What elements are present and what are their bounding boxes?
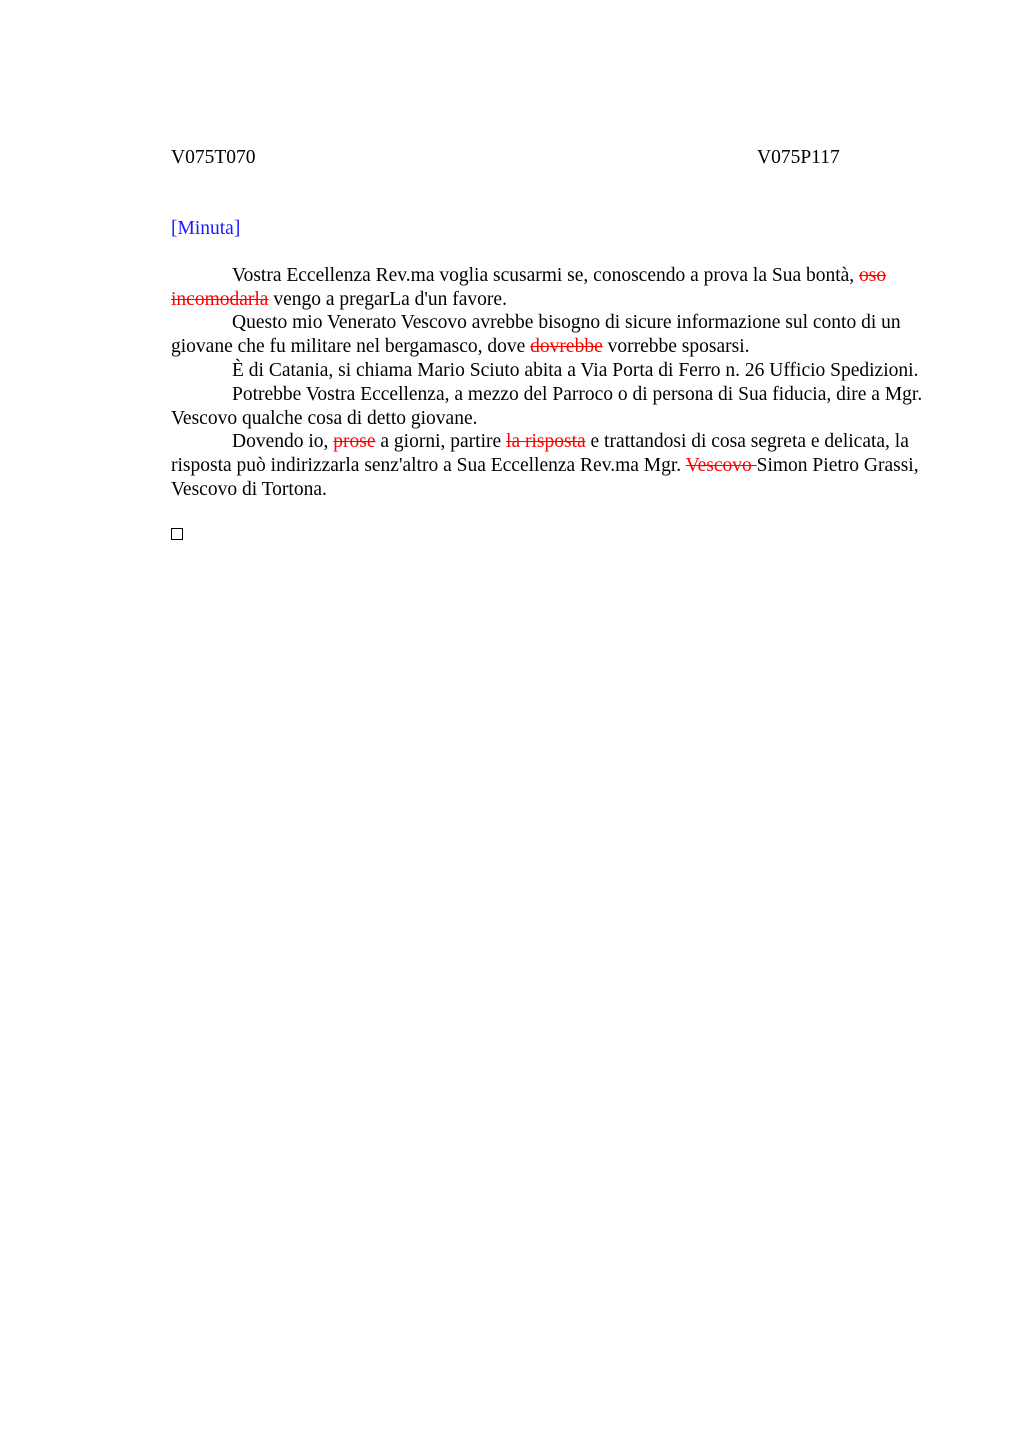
- text-segment: e trattandosi di cosa segreta e delicata, la risposta può indirizzarla senz'altro a Sua Eccellenza Rev.ma Mgr.: [171, 431, 909, 477]
- text-segment: Questo mio Venerato Vescovo avrebbe bisogno di sicure informazione sul conto di un giovane che fu militare nel bergamasco, dove: [171, 312, 901, 358]
- text-segment: vorrebbe sposarsi.: [602, 336, 750, 358]
- paragraph-3: [171, 359, 925, 383]
- text-segment: Vostra Eccellenza Rev.ma voglia scusarmi se, conoscendo a prova la Sua bontà,: [232, 264, 860, 286]
- document-header: [171, 146, 925, 170]
- paragraph-4: [171, 383, 925, 431]
- text-segment: Dovendo io,: [232, 431, 334, 453]
- text-segment: vengo a pregarLa d'un favore.: [268, 288, 507, 310]
- letter-body: [171, 264, 925, 502]
- deleted-text: dovrebbe: [530, 336, 603, 358]
- minuta-label: [Minuta]: [171, 218, 241, 239]
- document-code-left: V075T070: [171, 147, 256, 168]
- deleted-text: oso incomodarla: [171, 264, 887, 310]
- checkbox-square-icon: [171, 528, 183, 540]
- deleted-text: prose: [333, 431, 376, 453]
- text-segment: È di Catania, si chiama Mario Sciuto abita a Via Porta di Ferro n. 26 Ufficio Spedizioni.: [232, 359, 919, 381]
- document-code-right: V075P117: [757, 147, 840, 168]
- paragraph-5: [171, 430, 925, 501]
- document-page: [171, 146, 925, 540]
- text-segment: a giorni, partire: [375, 431, 507, 453]
- text-segment: Potrebbe Vostra Eccellenza, a mezzo del Parroco o di persona di Sua fiducia, dire a Mgr. Vescovo qualche cosa di detto giovane.: [171, 383, 923, 429]
- text-segment: Simon Pietro Grassi, Vescovo di Tortona.: [171, 455, 919, 500]
- deleted-text: Vescovo: [685, 455, 757, 477]
- paragraph-1: [171, 264, 925, 312]
- paragraph-2: [171, 311, 925, 359]
- deleted-text: la risposta: [506, 431, 586, 453]
